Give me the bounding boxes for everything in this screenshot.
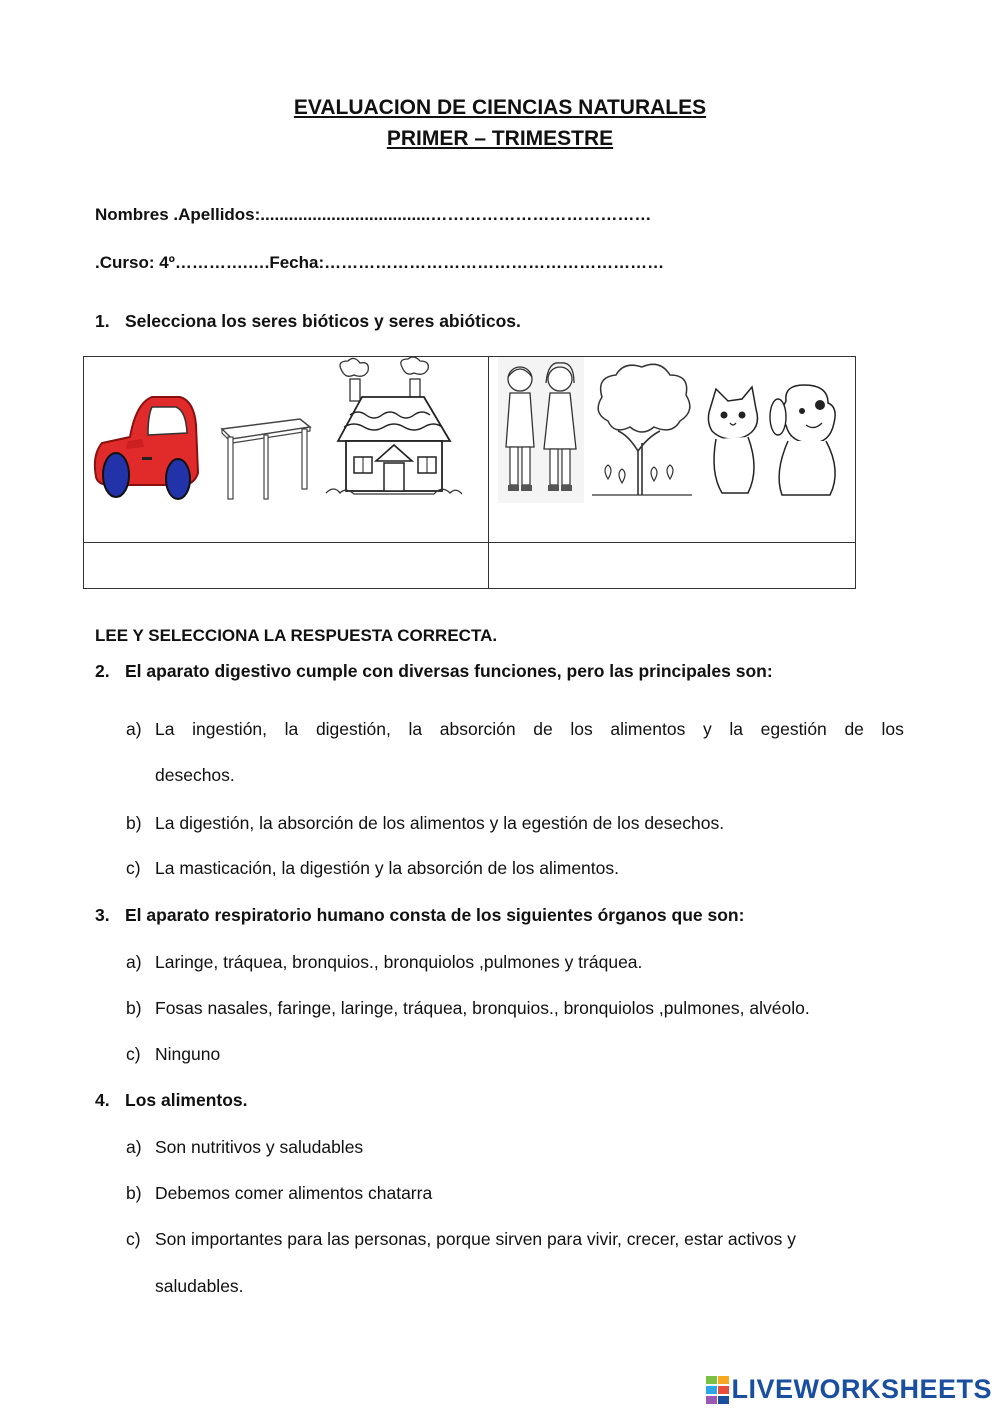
word: La bbox=[155, 719, 175, 739]
word: y bbox=[702, 719, 712, 739]
option-letter: a) bbox=[126, 719, 142, 739]
question-number: 3. bbox=[95, 905, 110, 925]
word: de bbox=[844, 719, 864, 739]
word: absorción bbox=[439, 719, 516, 739]
option-text-justified bbox=[155, 719, 904, 740]
word: digestión, bbox=[315, 719, 391, 739]
option-letter: a) bbox=[126, 952, 142, 972]
word: ingestión, bbox=[192, 719, 268, 739]
abiotic-answer-cell[interactable] bbox=[84, 543, 488, 588]
question-3 bbox=[95, 905, 744, 926]
question-number: 4. bbox=[95, 1090, 110, 1110]
word: la bbox=[284, 719, 299, 739]
option-text: La masticación, la digestión y la absorción de los alimentos. bbox=[155, 858, 619, 878]
question-1 bbox=[95, 311, 521, 332]
option-4c[interactable] bbox=[126, 1229, 904, 1250]
option-letter: c) bbox=[126, 858, 141, 878]
cat-and-dog-image[interactable] bbox=[704, 383, 844, 503]
classification-table bbox=[83, 356, 856, 589]
option-3a[interactable] bbox=[126, 952, 904, 973]
table-image[interactable] bbox=[216, 415, 314, 503]
liveworksheets-logo[interactable] bbox=[705, 1374, 992, 1405]
children-image[interactable] bbox=[498, 357, 584, 503]
option-2c[interactable] bbox=[126, 858, 904, 879]
option-3b[interactable] bbox=[126, 998, 904, 1019]
option-letter: b) bbox=[126, 1183, 142, 1203]
option-4a[interactable] bbox=[126, 1137, 904, 1158]
option-letter: c) bbox=[126, 1229, 141, 1249]
question-text: Selecciona los seres bióticos y seres abióticos. bbox=[125, 311, 521, 331]
word: egestión bbox=[760, 719, 827, 739]
option-3c[interactable] bbox=[126, 1044, 904, 1065]
option-text: Fosas nasales, faringe, laringe, tráquea, bronquios., bronquiolos ,pulmones, alvéolo. bbox=[155, 998, 810, 1018]
option-text: La digestión, la absorción de los alimentos y la egestión de los desechos. bbox=[155, 813, 725, 833]
page-title: EVALUACION DE CIENCIAS NATURALES bbox=[293, 96, 707, 119]
biotic-answer-cell[interactable] bbox=[489, 543, 855, 588]
option-4c-continuation: saludables. bbox=[155, 1276, 244, 1296]
brand-name: LIVEWORKSHEETS bbox=[731, 1374, 992, 1404]
question-4 bbox=[95, 1090, 248, 1111]
option-text: Debemos comer alimentos chatarra bbox=[155, 1183, 433, 1203]
option-letter: a) bbox=[126, 1137, 142, 1157]
option-text: Laringe, tráquea, bronquios., bronquiolos ,pulmones y tráquea. bbox=[155, 952, 643, 972]
option-text: Son importantes para las personas, porque sirven para vivir, crecer, estar activos y bbox=[155, 1229, 796, 1249]
question-text: El aparato digestivo cumple con diversas funciones, pero las principales son: bbox=[125, 661, 773, 681]
car-image[interactable] bbox=[90, 385, 202, 503]
option-2a-continuation: desechos. bbox=[155, 765, 235, 785]
option-4b[interactable] bbox=[126, 1183, 904, 1204]
word: de bbox=[533, 719, 553, 739]
option-2b[interactable] bbox=[126, 813, 904, 834]
instruction-heading: LEE Y SELECCIONA LA RESPUESTA CORRECTA. bbox=[95, 626, 498, 645]
option-text: Son nutritivos y saludables bbox=[155, 1137, 364, 1157]
page-subtitle: PRIMER – TRIMESTRE bbox=[386, 127, 614, 150]
word: alimentos bbox=[610, 719, 686, 739]
option-letter: b) bbox=[126, 813, 142, 833]
word: los bbox=[570, 719, 593, 739]
option-letter: b) bbox=[126, 998, 142, 1018]
option-letter: c) bbox=[126, 1044, 141, 1064]
word: la bbox=[729, 719, 743, 739]
course-date-line: .Curso: 4º………….….Fecha:…………………………………………………… bbox=[95, 253, 665, 272]
question-2 bbox=[95, 661, 773, 682]
question-number: 1. bbox=[95, 311, 110, 331]
house-image[interactable] bbox=[324, 357, 464, 501]
option-text: Ninguno bbox=[155, 1044, 221, 1064]
tree-image[interactable] bbox=[588, 361, 698, 503]
option-2a[interactable] bbox=[126, 719, 904, 740]
question-text: Los alimentos. bbox=[125, 1090, 248, 1110]
word: los bbox=[881, 719, 904, 739]
question-number: 2. bbox=[95, 661, 110, 681]
question-text: El aparato respiratorio humano consta de los siguientes órganos que son: bbox=[125, 905, 745, 925]
name-line: Nombres .Apellidos:....................................………………………………… bbox=[95, 205, 652, 224]
liveworksheets-icon bbox=[705, 1375, 731, 1405]
word: la bbox=[408, 719, 423, 739]
